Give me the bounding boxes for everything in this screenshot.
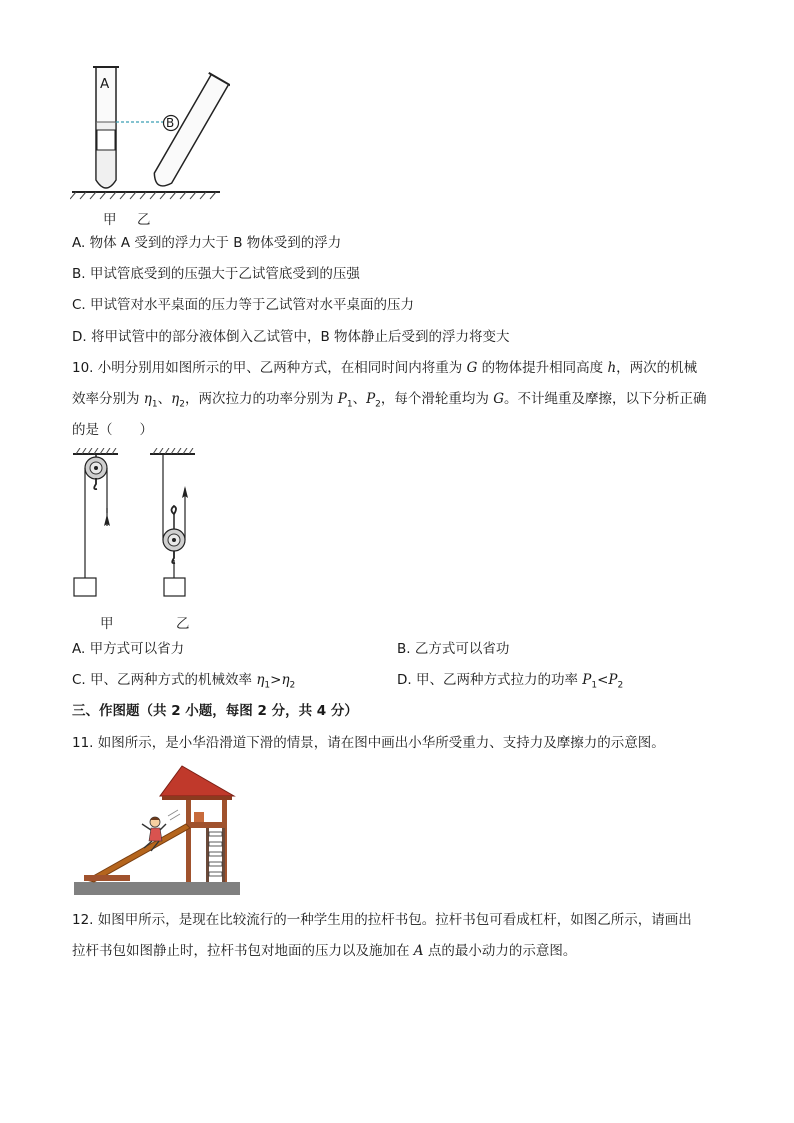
load-block-yi <box>164 578 185 596</box>
q11-stem: 11. 如图所示，是小华沿滑道下滑的情景，请在图中画出小华所受重力、支持力及摩擦力的示意图。 <box>72 735 665 751</box>
tube-label-a: A <box>100 76 110 92</box>
q9-option-d: D. 将甲试管中的部分液体倒入乙试管中，B 物体静止后受到的浮力将变大 <box>72 329 510 345</box>
q9-option-a: A. 物体 A 受到的浮力大于 B 物体受到的浮力 <box>72 235 342 251</box>
tube-label-b: B <box>166 116 175 130</box>
slide-figure <box>72 762 244 898</box>
fixed-pulley <box>73 448 118 596</box>
tube-yi <box>148 73 230 192</box>
q9-option-c: C. 甲试管对水平桌面的压力等于乙试管对水平桌面的压力 <box>72 297 415 313</box>
tube-caption-jia: 甲 <box>103 212 117 228</box>
tube-caption-yi: 乙 <box>137 212 151 228</box>
slide-ramp <box>86 824 190 882</box>
ground <box>74 882 240 895</box>
q12-stem-line2: 拉杆书包如图静止时，拉杆书包对地面的压力以及施加在 A 点的最小动力的示意图。 <box>72 943 577 959</box>
q10-stem-line1: 10. 小明分别用如图所示的甲、乙两种方式，在相同时间内将重为 G 的物体提升相同高度 h，两次的机械 <box>72 360 698 376</box>
q10-option-a: A. 甲方式可以省力 <box>72 641 185 657</box>
load-block-jia <box>74 578 96 596</box>
roof <box>160 766 234 796</box>
block-a <box>97 130 115 150</box>
q12-stem-line1: 12. 如图甲所示，是现在比较流行的一种学生用的拉杆书包。拉杆书包可看成杠杆，如图乙所示，请画出 <box>72 912 692 928</box>
q10-option-d: D. 甲、乙两种方式拉力的功率 $P_1<P_2$ <box>397 672 624 691</box>
q10-stem-line3: 的是（ ） <box>72 422 153 438</box>
q10-option-b: B. 乙方式可以省功 <box>397 641 510 657</box>
ladder <box>206 828 225 882</box>
q10-stem-line2: 效率分别为 $\eta_1$、$\eta_2$，两次拉力的功率分别为 $P_1$、$P_2$，每个滑轮重均为 G。不计绳重及摩擦，以下分析正确 <box>72 391 707 410</box>
pulley-caption-yi: 乙 <box>176 616 190 632</box>
movable-pulley <box>150 448 195 596</box>
pulley-figure <box>70 448 210 608</box>
section-3-title: 三、作图题（共 2 小题，每图 2 分，共 4 分） <box>72 703 358 719</box>
pulley-caption-jia: 甲 <box>100 616 114 632</box>
test-tubes-figure <box>70 60 230 200</box>
q10-option-c: C. 甲、乙两种方式的机械效率 $\eta_1>\eta_2$ <box>72 672 296 691</box>
tower-post-left <box>186 800 191 882</box>
q9-option-b: B. 甲试管底受到的压强大于乙试管底受到的压强 <box>72 266 360 282</box>
